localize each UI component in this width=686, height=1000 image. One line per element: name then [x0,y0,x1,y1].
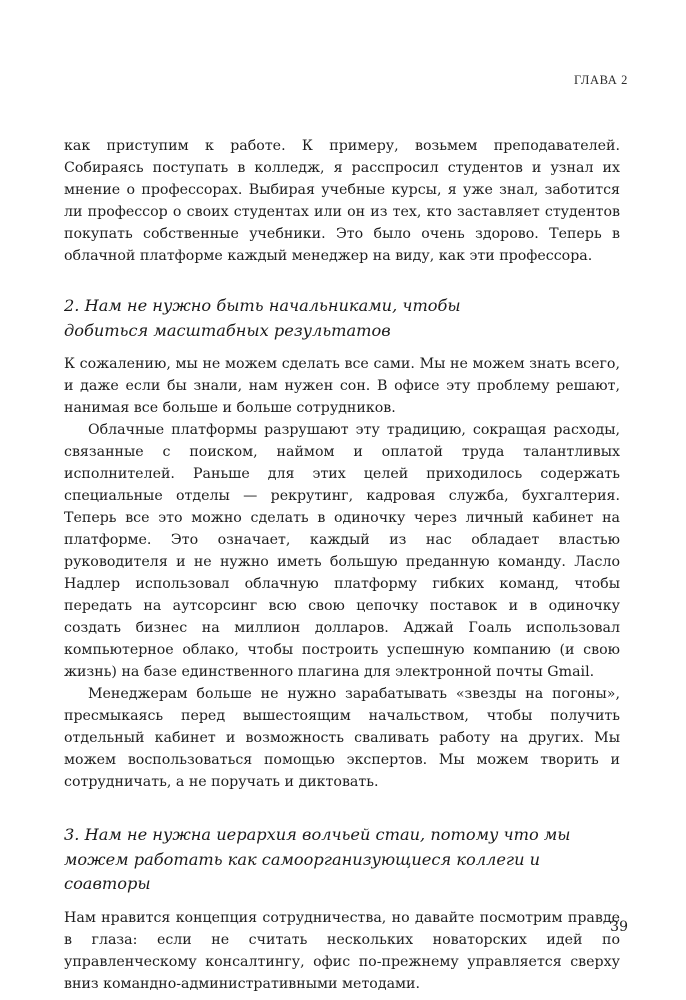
section-3-paragraph-1: Нам нравится концепция сотрудничества, но давайте посмотрим правде в глаза: если не считать нескольких новаторских идей по управленческому консалтингу, офис по-прежнему управляется сверху вниз командно-административными методами. [64,909,620,992]
section-2-paragraph-3: Менеджерам больше не нужно зарабатывать «звезды на погоны», пресмыкаясь перед вышестоящим начальством, чтобы получить отдельный кабинет и возможность сваливать работу на других. Мы можем воспользоваться помощью экспертов. Мы можем творить и сотрудничать, а не поручать и диктовать. [64,686,620,790]
section-2-paragraph-1: К сожалению, мы не можем сделать все сами. Мы не можем знать всего, и даже если бы знали, нам нужен сон. В офисе эту проблему решают, нанимая все больше и больше сотрудников. [64,356,620,416]
page-body [64,135,620,995]
section-2-heading-line2: добиться масштабных результатов [64,320,391,340]
section-3-heading [64,823,620,897]
section-2-heading [64,294,620,343]
paragraph-intro: как приступим к работе. К примеру, возьмем преподавателей. Собираясь поступать в колледж, я расспросил студентов и узнал их мнение о профессорах. Выбирая учебные курсы, я уже знал, заботится ли профессор о своих студентах или он из тех, кто заставляет студентов покупать собственные учебники. Это было очень здорово. Теперь в облачной платформе каждый менеджер на виду, как эти профессора. [64,138,620,264]
section-3-heading-line1: 3. Нам не нужна иерархия волчьей стаи, потому что мы [64,825,571,844]
section-3-heading-line2: можем работать как самоорганизующиеся коллеги и соавторы [64,849,541,893]
running-head: ГЛАВА 2 [574,73,628,87]
section-2-paragraph-2: Облачные платформы разрушают эту традицию, сокращая расходы, связанные с поиском, наймом и оплатой труда талантливых исполнителей. Раньше для этих целей приходилось содержать специальные отделы — рекрутинг, кадровая служба, бухгалтерия. Теперь все это можно сделать в одиночку через личный кабинет на платформе. Это означает, каждый из нас обладает властью руководителя и не нужно иметь большую преданную команду. Ласло Надлер использовал облачную платформу гибких команд, чтобы передать на аутсорсинг всю свою цепочку поставок и в одиночку создать бизнес на миллион долларов. Аджай Гоаль использовал компьютерное облако, чтобы построить успешную компанию (и свою жизнь) на базе единственного плагина для электронной почты Gmail. [64,422,620,680]
page-number: 39 [610,919,628,935]
section-2-heading-line1: 2. Нам не нужно быть начальниками, чтобы [64,296,461,315]
